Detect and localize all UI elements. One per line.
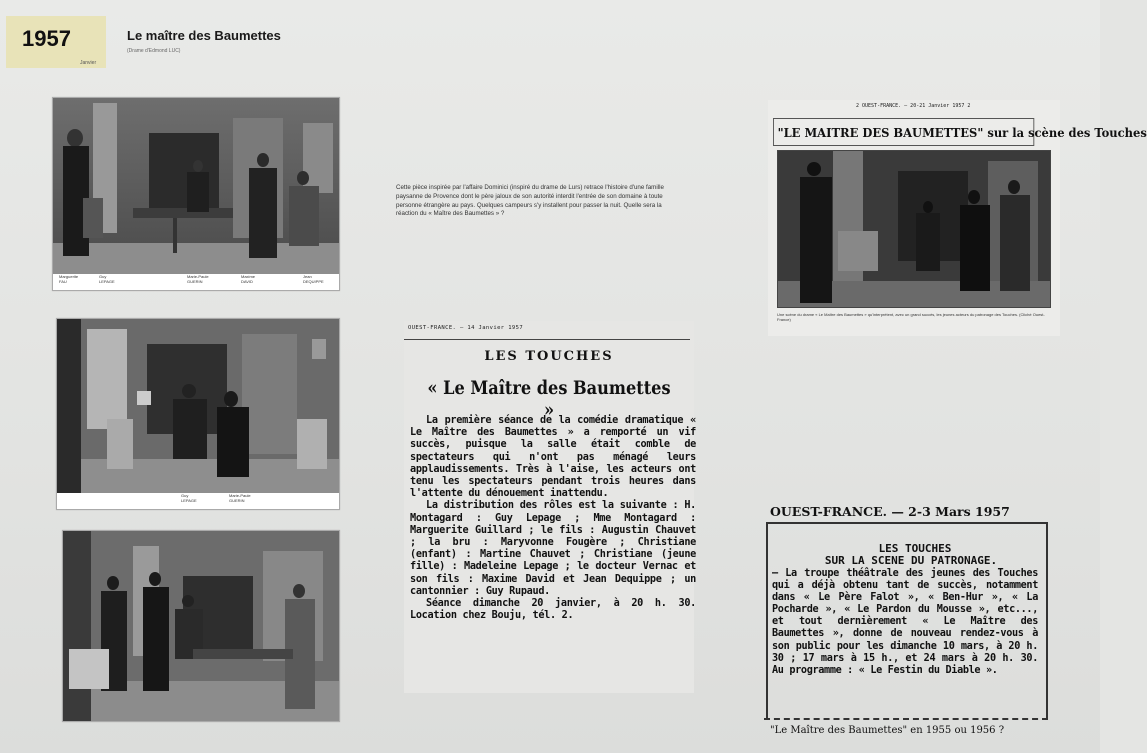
clipping-kicker: LES TOUCHES <box>484 349 614 364</box>
clipping-subheading: SUR LA SCENE DU PATRONAGE. <box>824 554 998 567</box>
clipping-date-tag: 2 OUEST-FRANCE. — 20-21 Janvier 1957 2 <box>856 103 971 109</box>
stage-photo-3-image <box>63 531 339 721</box>
clipping-paragraph: La distribution des rôles est la suivante : H. Montagard : Guy Lepage ; Mme Montagard : Marguerite Guillard ; le fils : Augustin Chauvet ; la bru : Maryvonne Fougère ; Christiane (enfant) : Martine Chauvet ; Christiane (jeune fille) : Madeleine Lepage ; le docteur Vernac et son fils : Maxime David et Jean Dequippe ; un cantonnier : Guy Rupaud. <box>410 500 696 597</box>
clipping-body: — La troupe théâtrale des jeunes des Touches qui a déjà obtenu tant de succès, notamment dans « Le Père Falot », « Ben-Hur », « La Pocharde », « Le Pardon du Mousse », etc..., et tout dernièrement « Le Maître des Baumettes », donne de nouveau rendez-vous à son public pour les dimanche 10 mars, à 20 h. 30 ; 17 mars à 15 h., et 24 mars à 20 h. 30. Au programme : « Le Festin du Diable ». <box>772 568 1038 676</box>
newspaper-clipping-bottom <box>760 500 1050 730</box>
photo-caption: Jean DEQUIPPE <box>303 274 324 284</box>
newspaper-clipping-main <box>404 321 694 693</box>
photo-caption: Maxime DAVID <box>241 274 256 284</box>
photo-caption: Guy LEPAGE <box>99 274 115 284</box>
photo-1-captions <box>53 274 339 288</box>
stage-photo-2 <box>56 318 340 510</box>
photo-caption: Marie-Paule GUERIN <box>229 493 251 503</box>
month-label: Janvier <box>80 60 97 66</box>
clipping-paragraph: Séance dimanche 20 janvier, à 20 h. 30. Location chez Bouju, tél. 2. <box>410 598 696 622</box>
clipping-photo <box>777 150 1051 308</box>
newspaper-clipping-photo <box>768 100 1147 336</box>
year-label: 1957 <box>22 26 71 51</box>
clipping-title: « Le Maître des Baumettes » <box>427 377 671 421</box>
stage-photo-2-image <box>57 319 339 493</box>
stage-photo-1 <box>52 97 340 291</box>
clipping-masthead: OUEST-FRANCE. — 2-3 Mars 1957 <box>770 504 1010 519</box>
divider <box>404 339 690 340</box>
stage-photo-3 <box>62 530 340 722</box>
page-title: Le maître des Baumettes <box>127 28 281 43</box>
footnote-question: "Le Maître des Baumettes" en 1955 ou 1956 ? <box>770 725 1005 736</box>
clipping-body <box>410 415 696 622</box>
clipping-heading: LES TOUCHES <box>878 542 952 555</box>
photo-caption: Guy LEPAGE <box>181 493 197 503</box>
stage-photo-1-image <box>53 98 339 274</box>
photo-caption: Marguerite FAU <box>59 274 79 284</box>
clipping-source: OUEST-FRANCE. — 14 Janvier 1957 <box>408 325 524 331</box>
clipping-paragraph: La première séance de la comédie dramatique « Le Maître des Baumettes » a remporté un vif succès, puisque la salle était comble de spectateurs qui n'ont pas ménagé leurs applaudissements. Très à l'aise, les acteurs ont tenu les spectateurs pendant trois heures dans l'attente du dénouement inattendu. <box>410 415 696 500</box>
clipping-photo-image <box>778 151 1050 307</box>
photo-2-captions <box>57 493 339 507</box>
clipping-photo-caption: Une scène du drame « Le Maître des Baumettes » qu'interprètent, avec un grand succès, les jeunes acteurs du patronage des Touches. (Cliché Ouest-France) <box>777 312 1045 322</box>
page-subtitle: (Drame d'Edmond LUC) <box>127 48 181 54</box>
intro-paragraph: Cette pièce inspirée par l'affaire Dominici (inspiré du drame de Lurs) retrace l'histoire d'une famille paysanne de Provence dont le père jaloux de son autorité interdit l'entrée de son domaine à toute personne étrangère au pays. Quelques campeurs s'y installent pour passer la nuit. Quelle sera la réaction du « Maître des Baumettes » ? <box>396 184 664 218</box>
photo-caption: Marie-Paule GUERIN <box>187 274 209 284</box>
clipping-frame-cut <box>764 718 1048 720</box>
clipping-headline: "LE MAITRE DES BAUMETTES" sur la scène des Touches <box>773 118 1034 146</box>
